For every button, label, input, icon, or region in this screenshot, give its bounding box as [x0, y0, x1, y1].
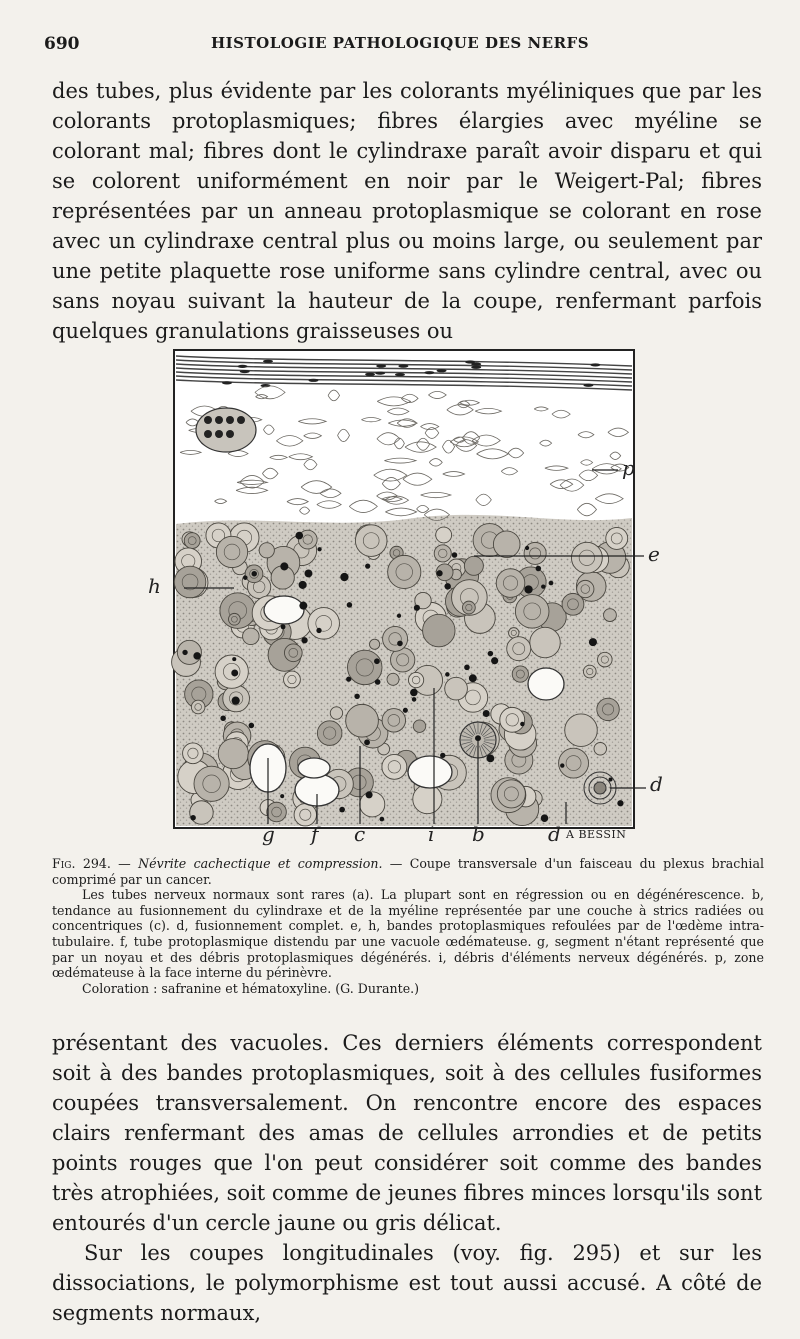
label-g: g — [262, 822, 275, 846]
caption-figure-number: Fig. 294. — [52, 856, 111, 871]
caption-title: Névrite cachectique et compression. — [138, 856, 383, 871]
caption-coloration: Coloration : safranine et hématoxyline. (G. Durante.) — [82, 980, 420, 996]
top-paragraph: des tubes, plus évidente par les colorants myéliniques que par les colorants protoplasmiques; fibres élargies avec myéline se colorant mal; fibres dont le cylindraxe paraît avoir disparu et qui se colorent uniformément en noir par le Weigert-Pal; fibres représentées par un anneau protoplasmique se colorant en rose avec un cylindraxe central plus ou moins large, ou seulement par une petite plaquette rose uniforme sans cylindre central, avec ou sans noyau suivant la hauteur de la coupe, renfermant parfois quelques granulations graisseuses ou — [52, 79, 762, 343]
top-text-block — [52, 76, 762, 346]
bottom-paragraph-2: Sur les coupes longitudinales (voy. fig. 295) et sur les dissociations, le polymorphisme est tout aussi accusé. A côté de segments normaux, — [52, 1241, 762, 1325]
caption-body: Les tubes nerveux normaux sont rares (a). La plupart sont en régression ou en dégénérescence. b, tendance au fusionnement du cylindraxe et de la myéline représentée par une couche à strics radiées ou concentriques (c). d, fusionnement complet. e, h, bandes protoplasmiques refoulées par de l'œdème intra-tubulaire. f, tube protoplasmique distendu par une vacuole œdémateuse. g, segment n'étant représenté que par un noyau et des débris protoplasmiques dégénérés. i, débris d'éléments nerveux dégénérés. p, zone œdémateuse à la face interne du périnèvre. — [52, 887, 764, 981]
histology-illustration — [134, 348, 674, 848]
label-h: h — [148, 574, 161, 598]
label-f: f — [311, 822, 319, 846]
bottom-text-block — [52, 1028, 762, 1328]
label-d: d — [650, 772, 663, 796]
running-title: HISTOLOGIE PATHOLOGIQUE DES NERFS — [210, 34, 590, 52]
figure-caption: Fig. 294. — Névrite cachectique et compression. — Coupe transversale d'un faisceau du plexus brachial comprimé par un cancer. Les tubes nerveux normaux sont rares (a). La plupart sont en régression ou en dégénérescence. b, tendance au fusionnement du cylindraxe et de la myéline représentée par une couche à strics radiées ou concentriques (c). d, fusionnement complet. e, h, bandes protoplasmiques refoulées par de l'œdème intra-tubulaire. f, tube protoplasmique distendu par une vacuole œdémateuse. g, segment n'étant représenté que par un noyau et des débris protoplasmiques dégénérés. i, débris d'éléments nerveux dégénérés. p, zone œdémateuse à la face interne du périnèvre. Coloration : safranine et hématoxyline. (G. Durante.) — [52, 856, 764, 996]
label-p: p — [622, 456, 635, 480]
histology-figure — [134, 348, 674, 848]
label-b: b — [472, 822, 485, 846]
bottom-paragraph-1: présentant des vacuoles. Ces derniers éléments correspondent soit à des bandes protoplasmiques, soit à des cellules fusiformes coupées transversalement. On rencontre encore des espaces clairs renfermant des amas de cellules arrondies et de petits points rouges que l'on peut considérer soit comme des bandes très atrophiées, soit comme de jeunes fibres minces lorsqu'ils sont entourés d'un cercle jaune ou gris délicat. — [52, 1031, 763, 1235]
page-number: 690 — [44, 34, 80, 54]
label-d-bottom: d — [548, 822, 561, 846]
artist-signature: A BESSIN — [566, 828, 627, 841]
label-c: c — [354, 822, 366, 846]
label-i: i — [428, 822, 435, 846]
label-e: e — [648, 542, 660, 566]
caption-lead: Coupe transversale d'un faisceau du plexus brachial comprimé par un cancer. — [52, 856, 764, 887]
page-header — [40, 34, 760, 60]
